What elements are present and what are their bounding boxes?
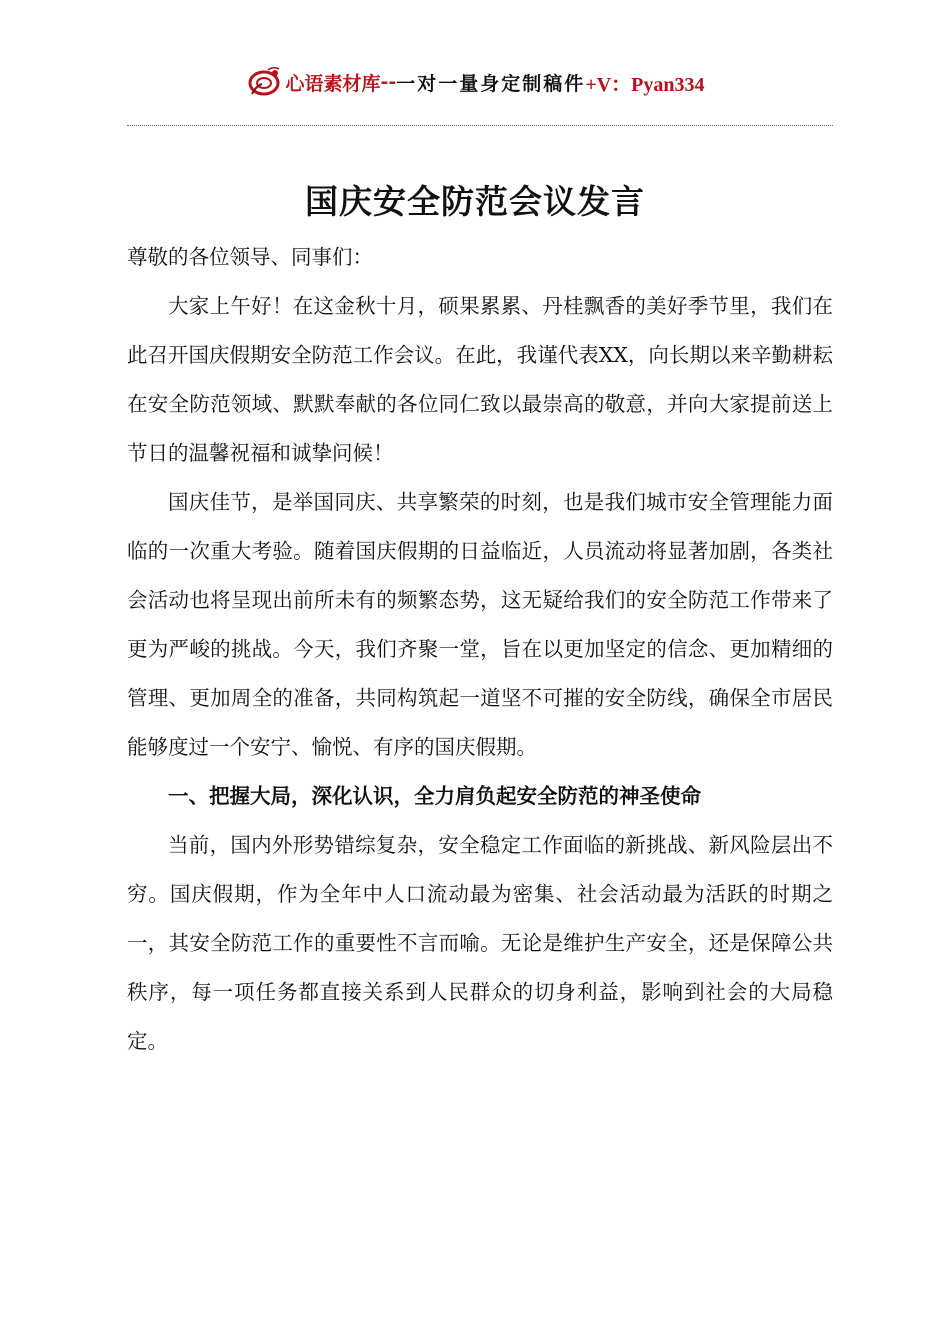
salutation: 尊敬的各位领导、同事们： — [127, 245, 373, 269]
paragraph-1: 大家上午好！在这金秋十月，硕果累累、丹桂飘香的美好季节里，我们在此召开国庆假期安全防范工作会议。在此，我谨代表XX，向长期以来辛勤耕耘在安全防范领域、默默奉献的各位同仁致以最崇高的敬意，并向大家提前送上节日的温馨祝福和诚挚问候！ — [127, 294, 833, 465]
brand-logo-icon — [246, 64, 284, 100]
document-title: 国庆安全防范会议发言 — [305, 182, 645, 221]
paragraph-2: 国庆佳节，是举国同庆、共享繁荣的时刻，也是我们城市安全管理能力面临的一次重大考验。随着国庆假期的日益临近，人员流动将显著加剧，各类社会活动也将呈现出前所未有的频繁态势，这无疑给我们的安全防范工作带来了更为严峻的挑战。今天，我们齐聚一堂，旨在以更加坚定的信念、更加精细的管理、更加周全的准备，共同构筑起一道坚不可摧的安全防线，确保全市居民能够度过一个安宁、愉悦、有序的国庆假期。 — [127, 490, 833, 759]
section-1-paragraph: 当前，国内外形势错综复杂，安全稳定工作面临的新挑战、新风险层出不穷。国庆假期，作为全年中人口流动最为密集、社会活动最为活跃的时期之一，其安全防范工作的重要性不言而喻。无论是维护生产安全，还是保障公共秩序，每一项任务都直接关系到人民群众的切身利益，影响到社会的大局稳定。 — [127, 833, 833, 1053]
page-header — [0, 62, 950, 102]
header-divider — [127, 125, 833, 126]
header-separator: -- — [380, 71, 397, 93]
header-slogan: 一对一量身定制稿件 — [396, 72, 586, 95]
section-heading-1: 一、把握大局，深化认识，全力肩负起安全防范的神圣使命 — [168, 784, 701, 808]
header-contact: +V：Pyan334 — [585, 73, 705, 96]
brand-name: 心语素材库 — [285, 72, 381, 95]
header-banner — [246, 64, 705, 100]
document-body — [127, 233, 833, 1066]
